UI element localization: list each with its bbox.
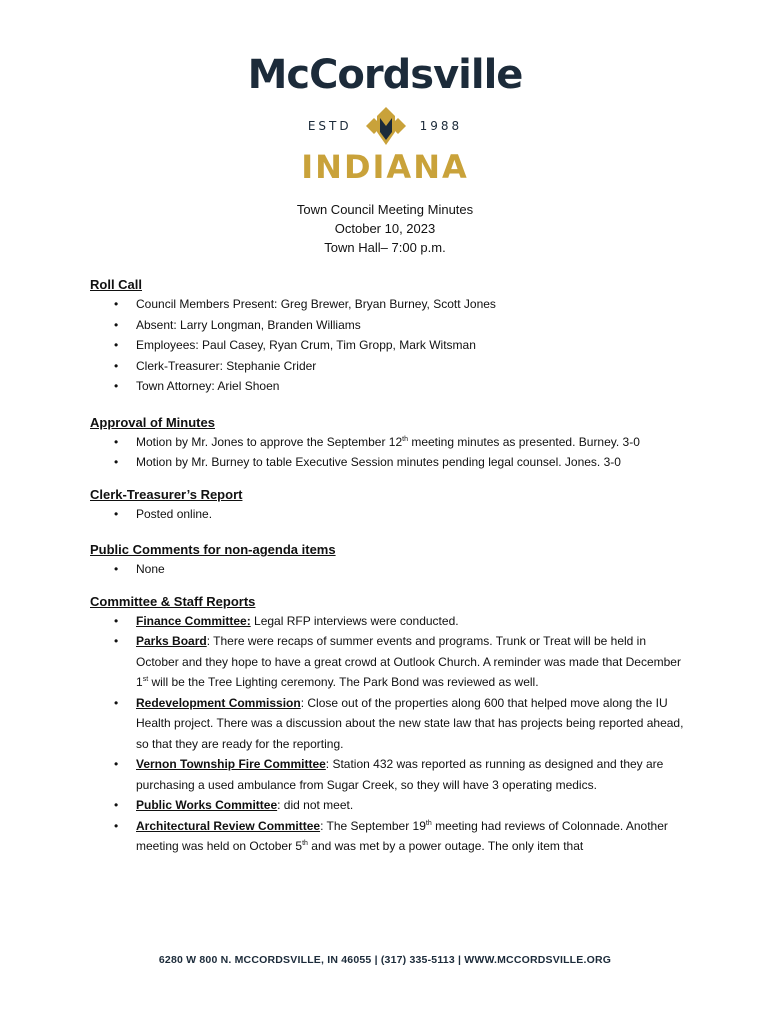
public-works-label: Public Works Committee xyxy=(136,798,278,812)
state-name: INDIANA xyxy=(301,148,469,186)
estd-year: 1988 xyxy=(419,119,463,133)
list-item: • Parks Board: There were recaps of summer events and programs. Trunk or Treat will be held in October and they hope to have a great crowd at Outlook Church. A reminder was made that December 1st will be the Tree Lighting ceremony. The Park Bond was reviewed as well. xyxy=(90,631,690,693)
estd-row xyxy=(0,106,770,146)
list-item: • Vernon Township Fire Committee: Station 432 was reported as running as designed and they are purchasing a used ambulance from Sugar Creek, so they will have 3 operating medics. xyxy=(90,754,690,795)
architectural-review-label: Architectural Review Committee xyxy=(136,818,321,833)
clerk-report-heading: Clerk-Treasurer’s Report xyxy=(90,486,243,502)
committee-heading: Committee & Staff Reports xyxy=(90,593,256,609)
meeting-location-time: Town Hall– 7:00 p.m. xyxy=(324,240,446,255)
list-item: • Absent: Larry Longman, Branden Williams xyxy=(90,315,690,336)
meeting-date: October 10, 2023 xyxy=(334,221,436,236)
list-item: • Architectural Review Committee: The September 19th meeting had reviews of Colonnade. Another meeting was held on October 5th and was met by a power outage. The only item that xyxy=(90,816,690,857)
parks-label: Parks Board xyxy=(136,634,207,648)
document-header xyxy=(0,200,770,257)
list-item: • Clerk-Treasurer: Stephanie Crider xyxy=(90,356,690,377)
redevelopment-label: Redevelopment Commission xyxy=(136,695,301,710)
approval-section xyxy=(90,414,690,473)
approval-heading: Approval of Minutes xyxy=(90,414,215,430)
public-comments-heading: Public Comments for non-agenda items xyxy=(90,542,336,557)
list-item: • Motion by Mr. Burney to table Executive Session minutes pending legal counsel. Jones. 3-0 xyxy=(90,452,690,473)
clerk-report-section xyxy=(90,486,690,525)
town-emblem-icon xyxy=(366,106,406,146)
list-item: • Council Members Present: Greg Brewer, Bryan Burney, Scott Jones xyxy=(90,294,690,315)
list-item: • Public Works Committee: did not meet. xyxy=(90,795,690,816)
list-item: • Motion by Mr. Jones to approve the September 12th meeting minutes as presented. Burney. 3-0 xyxy=(90,432,690,453)
roll-call-heading: Roll Call xyxy=(90,277,143,292)
committee-section xyxy=(90,593,690,857)
minutes-body xyxy=(90,276,690,857)
list-item: • Town Attorney: Ariel Shoen xyxy=(90,376,690,397)
list-item: • None xyxy=(90,559,690,580)
list-item: • Redevelopment Commission: Close out of the properties along 600 that helped move along the IU Health project. There was a discussion about the new state law that has projects being reported ahead, so that they are ready for the reporting. xyxy=(90,693,690,755)
list-item: • Employees: Paul Casey, Ryan Crum, Tim Gropp, Mark Witsman xyxy=(90,335,690,356)
brand-name: McCordsville xyxy=(247,52,523,98)
fire-committee-label: Vernon Township Fire Committee xyxy=(136,757,326,771)
page-footer: 6280 W 800 N. MCCORDSVILLE, IN 46055 | (317) 335-5113 | WWW.MCCORDSVILLE.ORG xyxy=(158,954,612,966)
list-item: • Finance Committee: Legal RFP interviews were conducted. xyxy=(90,611,690,632)
document-title: Town Council Meeting Minutes xyxy=(296,202,474,217)
public-comments-section xyxy=(90,541,690,580)
finance-label: Finance Committee: xyxy=(136,613,251,628)
estd-label: ESTD xyxy=(307,119,352,133)
list-item: • Posted online. xyxy=(90,504,690,525)
roll-call-section xyxy=(90,276,690,397)
